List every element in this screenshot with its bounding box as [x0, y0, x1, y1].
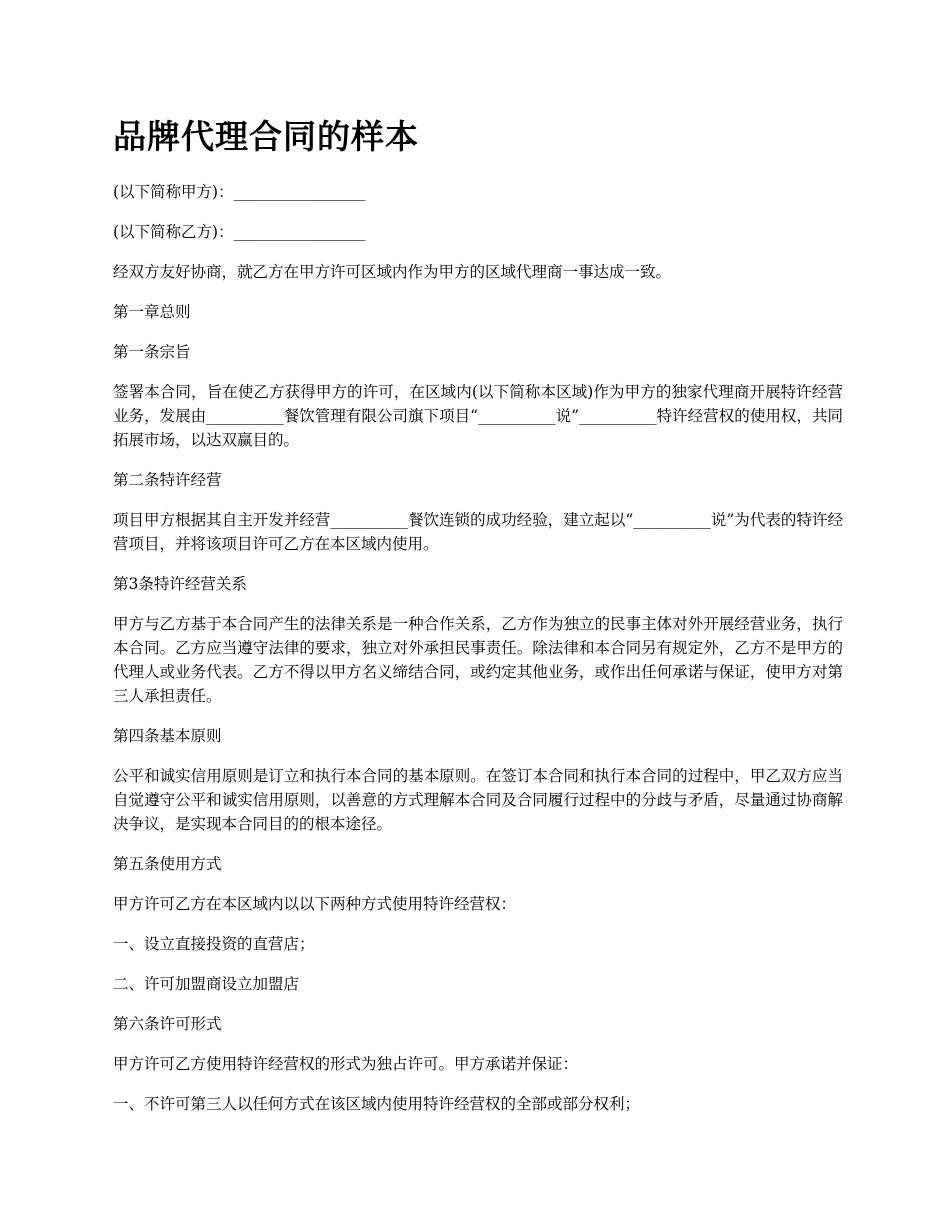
article-heading: 第六条许可形式 [113, 1015, 222, 1033]
party-a-line: (以下简称甲方)：_________________ [113, 183, 366, 201]
party-b-line: (以下简称乙方)：_________________ [113, 223, 366, 241]
article-body: 甲方许可乙方使用特许经营权的形式为独占许可。甲方承诺并保证： [113, 1055, 579, 1073]
document-page [113, 112, 843, 1132]
article-heading: 第二条特许经营 [113, 471, 222, 489]
article-body: 甲方与乙方基于本合同产生的法律关系是一种合作关系，乙方作为独立的民事主体对外开展经营业务，执行本合同。乙方应当遵守法律的要求，独立对外承担民事责任。除法律和本合同另有规定外，乙方不是甲方的代理人或业务代表。乙方不得以甲方名义缔结合同，或约定其他业务，或作出任何承诺与保证，使甲方对第三人承担责任。 [113, 615, 843, 705]
article-heading: 第3条特许经营关系 [113, 575, 247, 593]
chapter-heading: 第一章总则 [113, 303, 191, 321]
intro-paragraph: 经双方友好协商，就乙方在甲方许可区域内作为甲方的区域代理商一事达成一致。 [113, 263, 672, 281]
list-item: 一、不许可第三人以任何方式在该区域内使用特许经营权的全部或部分权利； [113, 1095, 641, 1113]
list-item: 二、许可加盟商设立加盟店 [113, 975, 300, 993]
article-heading: 第五条使用方式 [113, 855, 222, 873]
article-body: 项目甲方根据其自主开发并经营__________餐饮连锁的成功经验，建立起以“__________说”为代表的特许经营项目，并将该项目许可乙方在本区域内使用。 [113, 511, 843, 553]
list-item: 一、设立直接投资的直营店； [113, 935, 315, 953]
article-body: 甲方许可乙方在本区域内以以下两种方式使用特许经营权： [113, 895, 517, 913]
article-heading: 第四条基本原则 [113, 727, 222, 745]
article-body: 签署本合同，旨在使乙方获得甲方的许可，在区域内(以下简称本区域)作为甲方的独家代理商开展特许经营业务，发展由__________餐饮管理有限公司旗下项目“__________说”__________特许经营权的使用权，共同拓展市场，以达双赢目的。 [113, 383, 843, 449]
article-body: 公平和诚实信用原则是订立和执行本合同的基本原则。在签订本合同和执行本合同的过程中，甲乙双方应当自觉遵守公平和诚实信用原则，以善意的方式理解本合同及合同履行过程中的分歧与矛盾，尽量通过协商解决争议，是实现本合同目的的根本途径。 [113, 767, 843, 833]
document-title: 品牌代理合同的样本 [113, 117, 419, 156]
article-heading: 第一条宗旨 [113, 343, 191, 361]
